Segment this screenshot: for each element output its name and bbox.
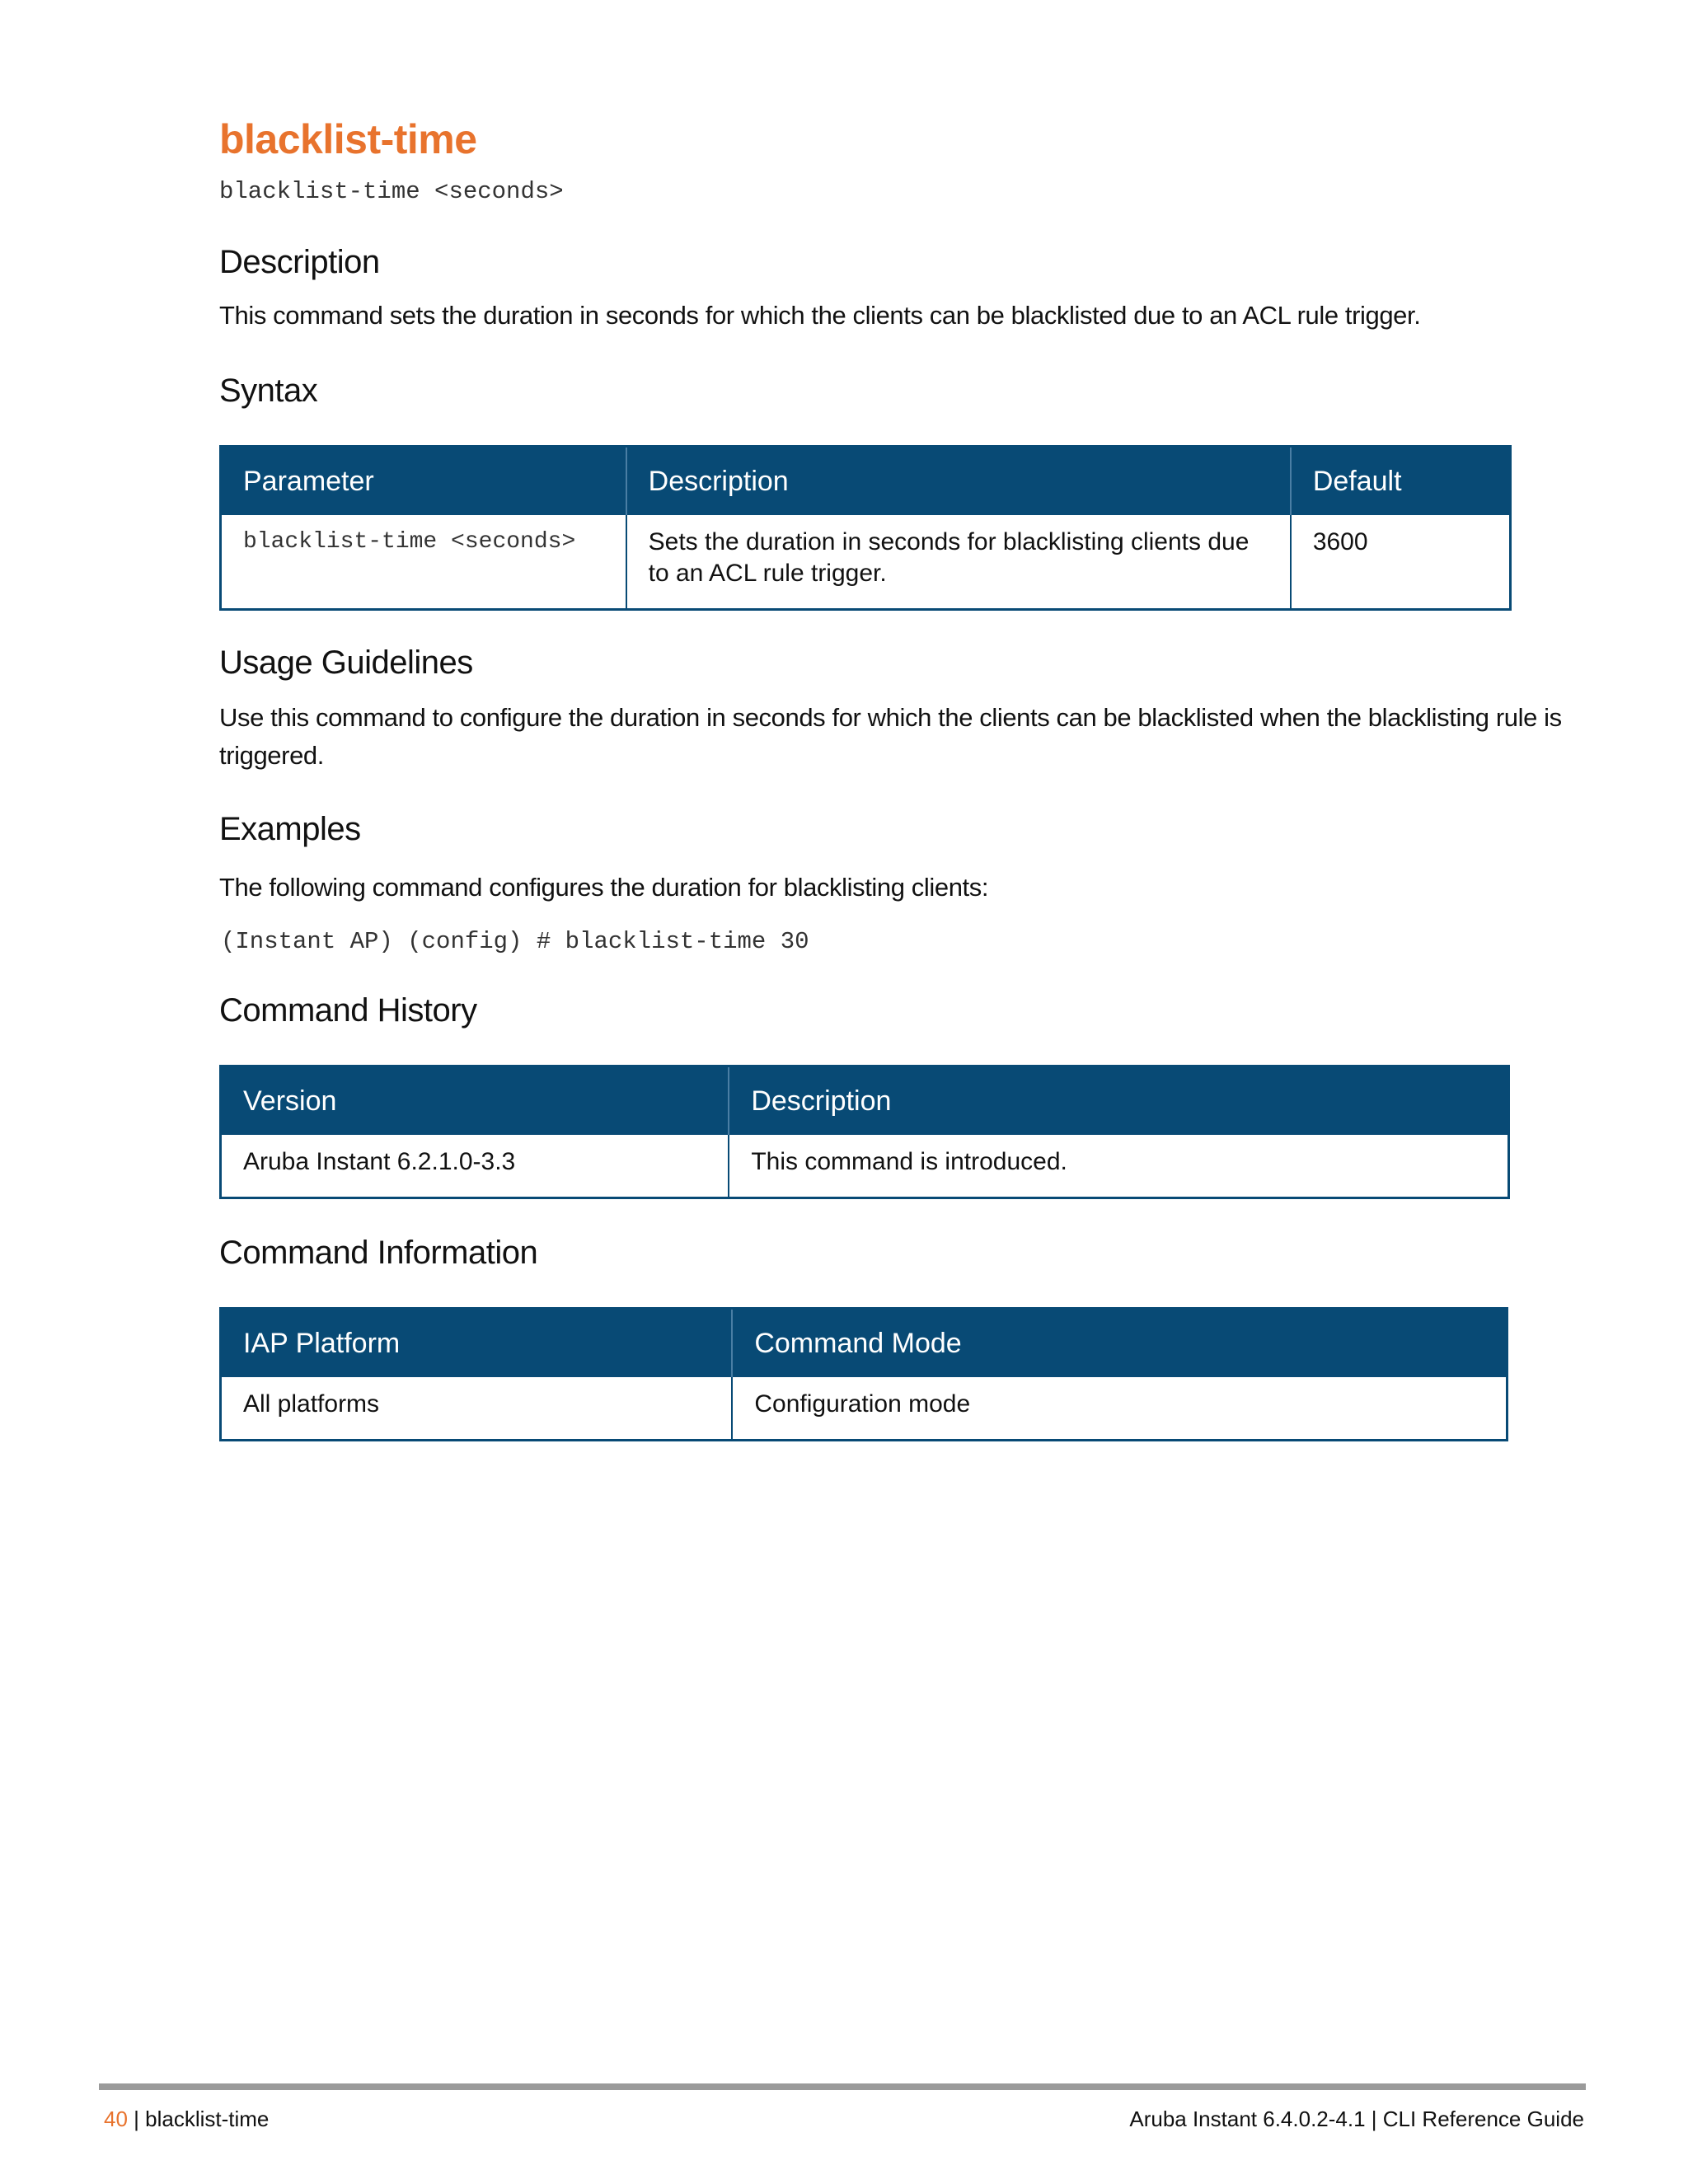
history-description-cell: This command is introduced. (751, 1148, 1067, 1175)
description-text: This command sets the duration in seconds for which the clients can be blacklisted due to an ACL rule trigger. (219, 301, 1421, 330)
column-header-version: Version (221, 1066, 729, 1136)
column-header-description: Description (729, 1066, 1508, 1136)
usage-heading: Usage Guidelines (219, 644, 473, 681)
column-header-platform: IAP Platform (221, 1309, 733, 1378)
version-cell: Aruba Instant 6.2.1.0-3.3 (221, 1135, 729, 1197)
table-row (221, 1135, 1509, 1197)
examples-heading: Examples (219, 811, 361, 847)
description-cell: Sets the duration in seconds for blacklisting clients due to an ACL rule trigger. (626, 515, 1291, 609)
description-heading: Description (219, 244, 380, 280)
table-row (221, 515, 1511, 609)
syntax-table (219, 445, 1512, 611)
page-title: blacklist-time (219, 116, 477, 162)
column-header-parameter: Parameter (221, 447, 626, 516)
column-header-mode: Command Mode (732, 1309, 1507, 1378)
footer-divider (99, 2083, 1586, 2090)
syntax-heading: Syntax (219, 373, 318, 409)
syntax-table-header (221, 447, 1511, 516)
column-header-description: Description (626, 447, 1291, 516)
column-header-default: Default (1291, 447, 1511, 516)
footer-section-name: | blacklist-time (127, 2107, 270, 2131)
footer-left (104, 2107, 269, 2132)
example-code: (Instant AP) (config) # blacklist-time 30 (221, 928, 809, 955)
mode-cell: Configuration mode (754, 1390, 971, 1418)
platform-cell: All platforms (221, 1377, 733, 1440)
history-table (219, 1065, 1510, 1199)
usage-text: Use this command to configure the duration in seconds for which the clients can be blacklisted when the blacklisting rule is triggered. (219, 703, 1562, 770)
history-table-header (221, 1066, 1509, 1136)
footer-guide-title: Aruba Instant 6.4.0.2-4.1 | CLI Reference Guide (1129, 2107, 1584, 2131)
info-table (219, 1307, 1508, 1441)
syntax-line: blacklist-time <seconds> (219, 178, 564, 205)
parameter-cell: blacklist-time <seconds> (221, 515, 626, 609)
examples-text: The following command configures the duration for blacklisting clients: (219, 873, 989, 902)
page-number: 40 (104, 2107, 128, 2131)
default-cell: 3600 (1312, 528, 1368, 555)
history-heading: Command History (219, 992, 477, 1029)
table-row (221, 1377, 1507, 1440)
info-table-header (221, 1309, 1507, 1378)
info-heading: Command Information (219, 1235, 538, 1271)
